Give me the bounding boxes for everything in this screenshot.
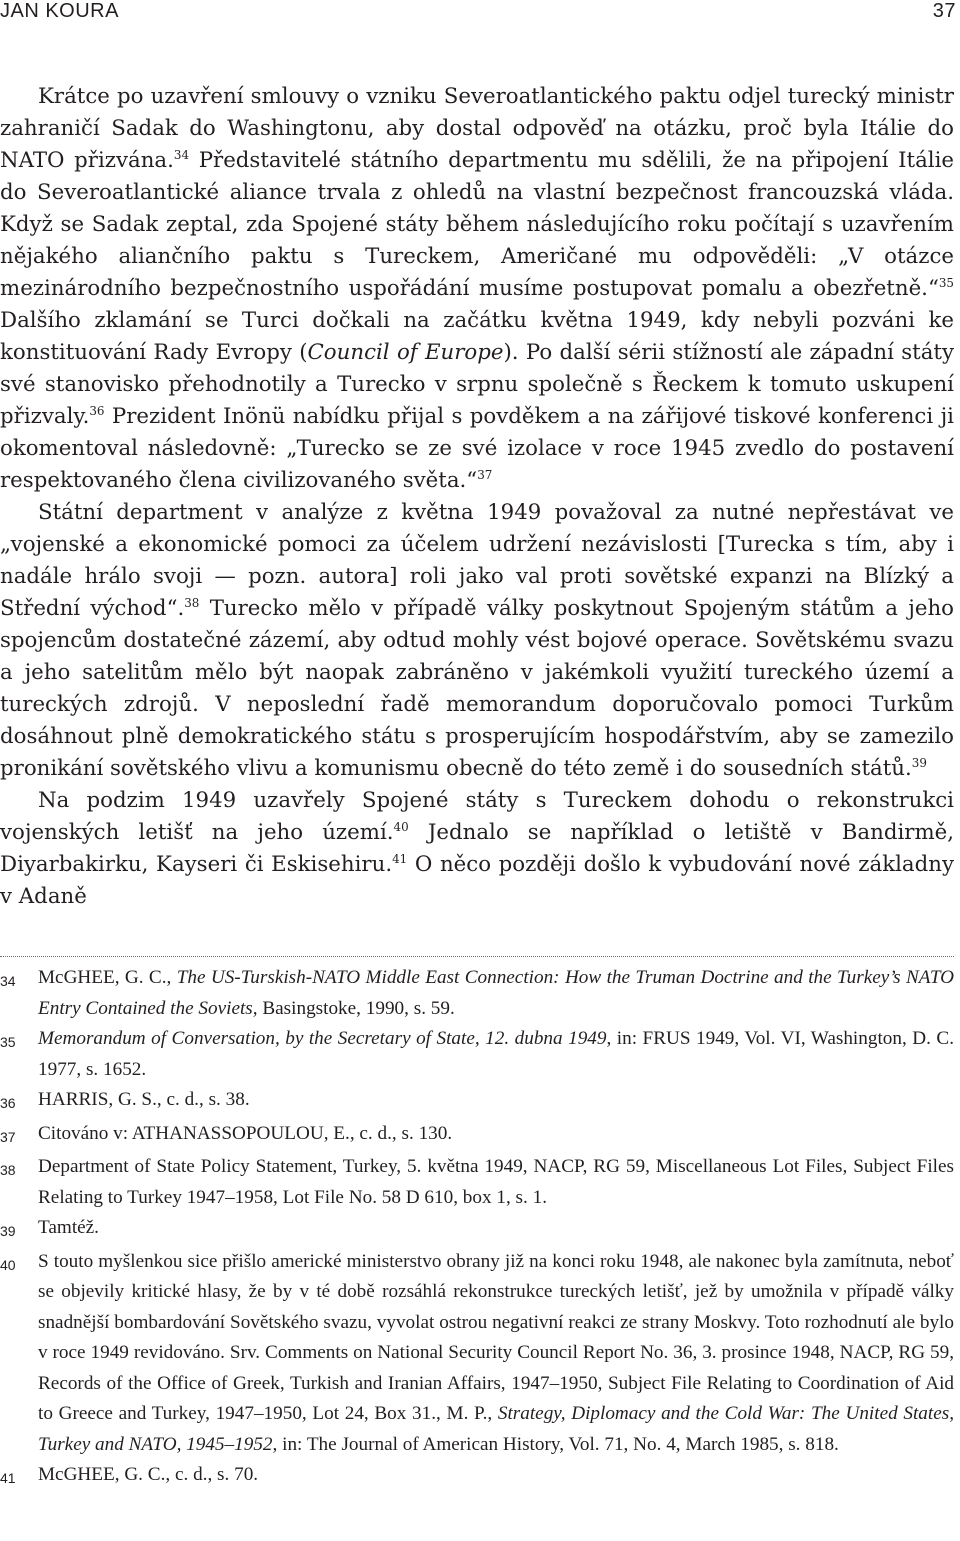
footnote-number: 34 bbox=[0, 973, 16, 989]
footnote-text bbox=[38, 1085, 954, 1119]
italic-title: Memorandum of Conversation, by the Secretary of State, 12. dubna 1949 bbox=[38, 1028, 607, 1049]
text-run: Department of State Policy Statement, Turkey, 5. května 1949, NACP, RG 59, Miscellaneous Lot Files, Subject Files Relating to Turkey 1947–1958, Lot File No. 58 D 610, box 1, s. 1. bbox=[38, 1156, 954, 1208]
footnote bbox=[0, 1085, 954, 1119]
footnote-text bbox=[38, 1119, 954, 1153]
footnote-text bbox=[38, 1024, 954, 1085]
footnote-text bbox=[38, 963, 954, 1024]
paragraph bbox=[0, 785, 954, 913]
body-text bbox=[0, 81, 954, 913]
footnote-reference: 34 bbox=[173, 148, 190, 163]
footnotes bbox=[0, 963, 954, 1494]
running-head-author: JAN KOURA bbox=[0, 0, 119, 22]
paragraph bbox=[0, 497, 954, 785]
footnote-number: 41 bbox=[0, 1470, 16, 1486]
text-run: Tamtéž. bbox=[38, 1217, 99, 1238]
footnote bbox=[0, 963, 954, 1024]
text-run: McGHEE, G. C., c. d., s. 70. bbox=[38, 1464, 259, 1485]
footnote bbox=[0, 1152, 954, 1213]
footnote-reference: 39 bbox=[911, 756, 927, 771]
footnote-number: 37 bbox=[0, 1128, 16, 1145]
footnote bbox=[0, 1247, 954, 1461]
page-number: 37 bbox=[932, 0, 956, 22]
text-run: Představitelé státního departmentu mu sdělili, že na připojení Itálie do Severoatlantické aliance trvala z ohledů na vlastní bezpečnost francouzská vláda. Když se Sadak zeptal, zda Spojené státy během následujícího roku počítají s uzavřením nějakého aliančního paktu s Tureckem, Američané mu odpověděli: „V otázce mezinárodního bezpečnostního uspořádání musíme postupovat pomalu a obezřetně.“ bbox=[0, 148, 954, 301]
footnote-number: 36 bbox=[0, 1095, 16, 1111]
footnote-reference: 36 bbox=[89, 404, 105, 419]
text-run: Státní department v analýze z května 1949 považoval za nutné nepřestávat ve „vojenské a ekonomické pomoci za účelem udržení nezávislosti [Turecka s tím, aby i nadále hrálo svoji — pozn. autora] roli jako val proti sovětské expanzi na Blízký a Střední východ“. bbox=[0, 500, 954, 621]
text-run: Krátce po uzavření smlouvy o vzniku Severoatlantického paktu odjel turecký ministr zahraničí Sadak do Washingtonu, aby dostal odpověď na otázku, proč byla Itálie do NATO přizvána. bbox=[0, 84, 954, 173]
text-run: Prezident Inönü nabídku přijal s povděkem a na zářijové tiskové konferenci ji okomentoval následovně: „Turecko se ze své izolace v roce 1945 zvedlo do postavení respektovaného člena civilizovaného světa.“ bbox=[0, 404, 954, 493]
italic-title: Strategy, Diplomacy and the Cold War: The United States, Turkey and NATO, 1945–1952 bbox=[38, 1403, 954, 1455]
text-run: McGHEE, G. C., bbox=[38, 967, 177, 988]
text-run: , in: The Journal of American History, Vol. 71, No. 4, March 1985, s. 818. bbox=[272, 1433, 839, 1455]
text-run: Citováno v: ATHANASSOPOULOU, E., c. d., s. 130. bbox=[38, 1122, 453, 1144]
footnote-separator bbox=[0, 956, 954, 957]
text-run: , Basingstoke, 1990, s. 59. bbox=[252, 997, 455, 1019]
footnote-reference: 41 bbox=[392, 852, 408, 867]
footnote-number: 39 bbox=[0, 1223, 16, 1239]
footnote-number: 35 bbox=[0, 1034, 16, 1050]
footnote bbox=[0, 1213, 954, 1247]
text-run: Turecko mělo v případě války poskytnout Spojeným státům a jeho spojencům dostatečné zázemí, aby odtud mohly vést bojové operace. Sovětskému svazu a jeho satelitům mělo být naopak zabráněno v jakémkoli využití tureckého území a tureckých zdrojů. V neposlední řadě memorandum doporučovalo pomoci Turkům dosáhnout plně demokratického státu s prosperujícím hospodářstvím, aby se zamezilo pronikání sovětského vlivu a komunismu obecně do této země i do sousedních států. bbox=[0, 596, 954, 781]
footnote-text bbox=[38, 1152, 954, 1213]
paragraph bbox=[0, 81, 954, 497]
text-run: , in: FRUS 1949, Vol. VI, Washington, D. C. 1977, s. 1652. bbox=[38, 1028, 954, 1080]
footnote-reference: 40 bbox=[393, 820, 409, 835]
italic-title: The US-Turskish-NATO Middle East Connection: How the Truman Doctrine and the Turkey’s NATO Entry Contained the Soviets bbox=[38, 967, 954, 1019]
footnote bbox=[0, 1119, 954, 1153]
text-run: ). Po další sérii stížností ale západní státy své stanovisko přehodnotily a Turecko v srpnu společně s Řeckem k tomuto uskupení přizvaly. bbox=[0, 340, 955, 429]
footnote-number: 38 bbox=[0, 1162, 16, 1178]
footnote-reference: 38 bbox=[184, 596, 200, 611]
footnote bbox=[0, 1024, 954, 1085]
footnote-number: 40 bbox=[0, 1256, 16, 1273]
footnote-text bbox=[38, 1460, 954, 1494]
footnote-text bbox=[38, 1247, 954, 1461]
footnote bbox=[0, 1460, 954, 1494]
footnote-reference: 37 bbox=[477, 468, 493, 483]
text-run: Na podzim 1949 uzavřely Spojené státy s Tureckem dohodu o rekonstrukci vojenských letišť na jeho území. bbox=[0, 788, 954, 845]
running-head bbox=[0, 0, 960, 30]
text-run: S touto myšlenkou sice přišlo americké ministerstvo obrany již na konci roku 1948, ale nakonec byla zamítnuta, neboť se objevily kritické hlasy, že by v té době rozsáhlá rekonstrukce tureckých letišť, jež by umožnila v případě války snadnější bombardování Sovětského svazu, vyvolat ostrou negativní reakci ze strany Moskvy. Toto rozhodnutí ale bylo v roce 1949 revidováno. Srv. Comments on National Security Council Report No. 36, 3. prosince 1948, NACP, RG 59, Records of the Office of Greek, Turkish and Iranian Affairs, 1947–1950, Subject File Relating to Coordination of Aid to Greece and Turkey, 1947–1950, Lot 24, Box 31., M. P., bbox=[38, 1250, 954, 1424]
text-run: Dalšího zklamání se Turci dočkali na začátku května 1949, kdy nebyli pozváni ke konstituování Rady Evropy ( bbox=[0, 308, 954, 365]
text-run: Jednalo se například o letiště v Bandirmě, Diyarbakirku, Kayseri či Eskisehiru. bbox=[0, 820, 955, 877]
footnote-reference: 35 bbox=[938, 276, 954, 291]
text-run: O něco později došlo k vybudování nové základny v Adaně bbox=[0, 852, 954, 909]
footnote-text bbox=[38, 1213, 954, 1247]
italic-title: Council of Europe bbox=[307, 340, 504, 365]
text-run: HARRIS, G. S., c. d., s. 38. bbox=[38, 1089, 250, 1110]
